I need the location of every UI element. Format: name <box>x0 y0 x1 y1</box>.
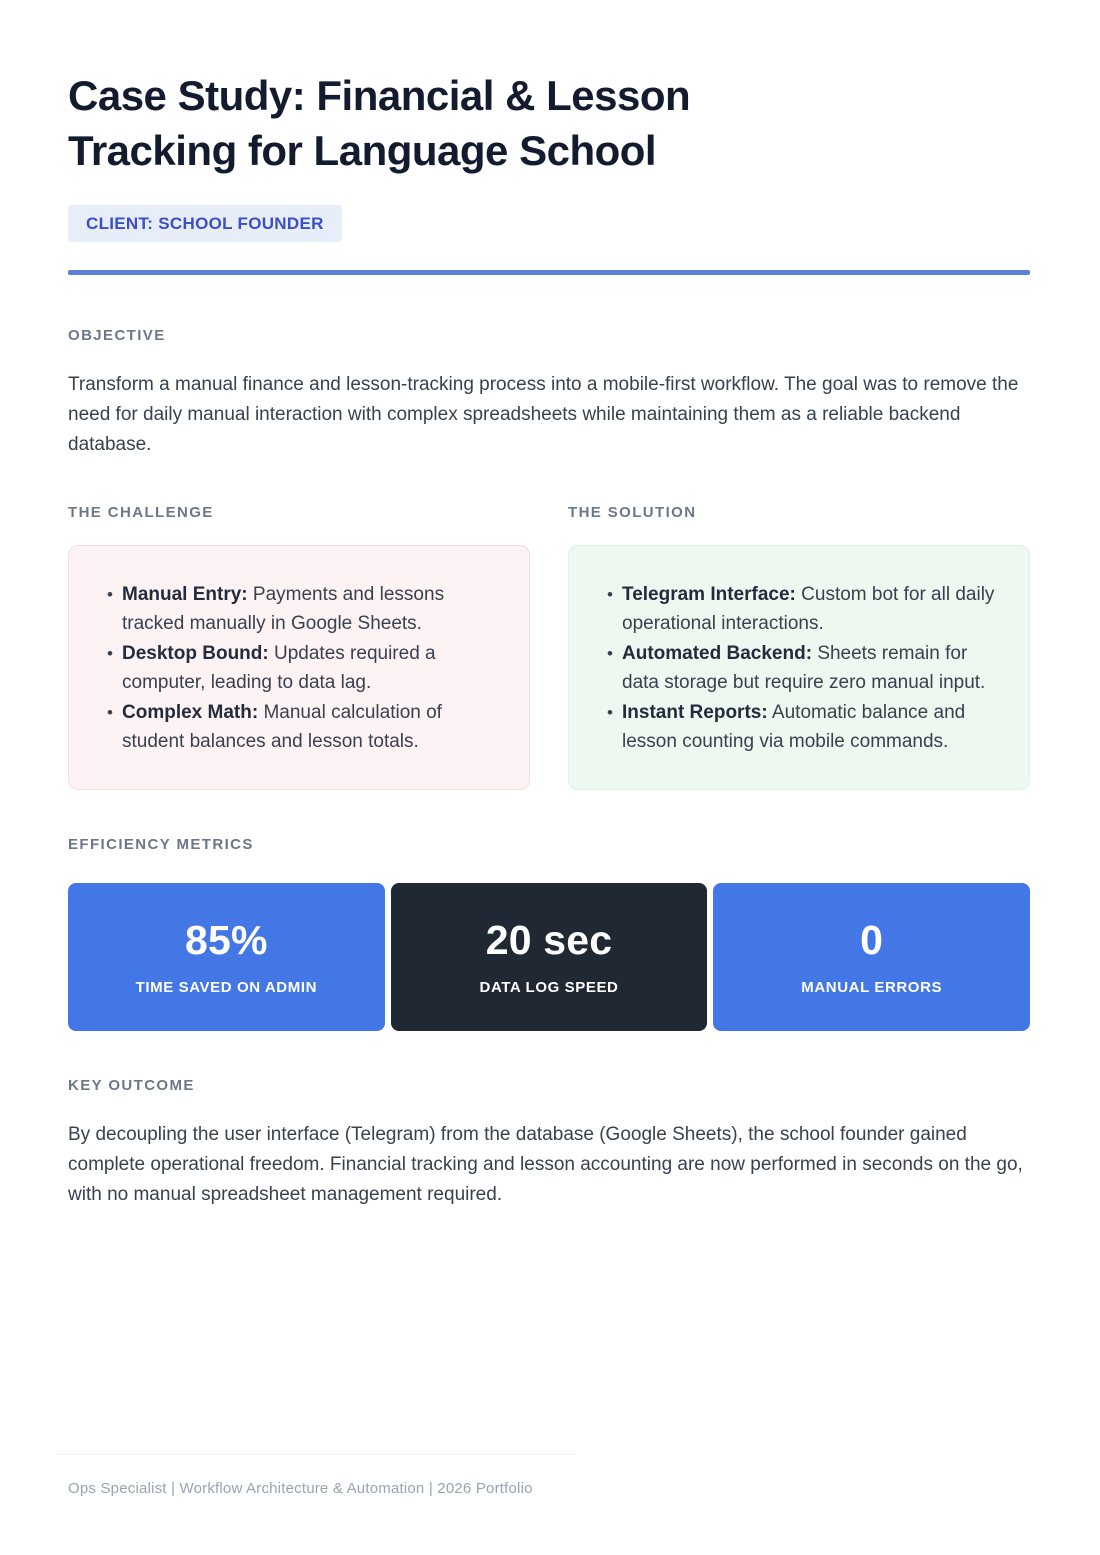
challenge-label: THE CHALLENGE <box>68 503 214 521</box>
item-term: Instant Reports: <box>622 701 768 723</box>
challenge-list <box>107 580 501 756</box>
outcome-text: By decoupling the user interface (Telegram) from the database (Google Sheets), the school founder gained complete operational freedom. Financial tracking and lesson accounting are now performed in seconds on the go, with no manual spreadsheet management required. <box>68 1123 1023 1205</box>
metric-value: 0 <box>860 917 884 964</box>
objective-text: Transform a manual finance and lesson-tracking process into a mobile-first workflow. The goal was to remove the need for daily manual interaction with complex spreadsheets while maintaining them as a reliable backend database. <box>68 373 1019 455</box>
item-text: Manual calculation of student balances and lesson totals. <box>122 701 442 752</box>
solution-column <box>568 504 1030 790</box>
solution-list <box>607 580 1001 756</box>
page-title: Case Study: Financial & Lesson Tracking for Language School <box>68 72 691 175</box>
item-text: Updates required a computer, leading to data lag. <box>122 642 436 693</box>
solution-label: THE SOLUTION <box>568 503 697 521</box>
item-term: Complex Math: <box>122 701 259 723</box>
item-text: Payments and lessons tracked manually in Google Sheets. <box>122 583 445 634</box>
outcome-label: KEY OUTCOME <box>68 1076 195 1094</box>
metric-value: 20 sec <box>485 917 613 964</box>
list-item <box>607 580 1001 638</box>
metrics-label: EFFICIENCY METRICS <box>68 835 254 853</box>
accent-divider <box>68 270 1030 275</box>
metric-caption: TIME SAVED ON ADMIN <box>135 979 318 997</box>
metric-card-time-saved <box>68 883 385 1031</box>
item-text: Custom bot for all daily operational interactions. <box>622 583 995 634</box>
metric-card-log-speed <box>391 883 708 1031</box>
challenge-solution-columns <box>68 504 1030 790</box>
item-term: Desktop Bound: <box>122 642 269 664</box>
item-text: Sheets remain for data storage but require zero manual input. <box>622 642 986 693</box>
metric-caption: DATA LOG SPEED <box>479 979 619 997</box>
list-item <box>607 639 1001 697</box>
list-item <box>107 698 501 756</box>
metric-card-manual-errors <box>713 883 1030 1031</box>
item-term: Telegram Interface: <box>622 583 796 605</box>
metric-cards <box>68 883 1030 1031</box>
list-item <box>607 698 1001 756</box>
challenge-box <box>68 545 530 790</box>
challenge-column <box>68 504 530 790</box>
item-text: Automatic balance and lesson counting via mobile commands. <box>622 701 966 752</box>
solution-box <box>568 545 1030 790</box>
item-term: Manual Entry: <box>122 583 248 605</box>
client-badge: CLIENT: SCHOOL FOUNDER <box>68 205 342 242</box>
item-term: Automated Backend: <box>622 642 813 664</box>
objective-label: OBJECTIVE <box>68 326 166 344</box>
list-item <box>107 639 501 697</box>
list-item <box>107 580 501 638</box>
metric-value: 85% <box>185 917 268 964</box>
footer-text: Ops Specialist | Workflow Architecture & Automation | 2026 Portfolio <box>68 1480 533 1497</box>
page-footer <box>68 1454 1030 1497</box>
metric-caption: MANUAL ERRORS <box>801 979 943 997</box>
